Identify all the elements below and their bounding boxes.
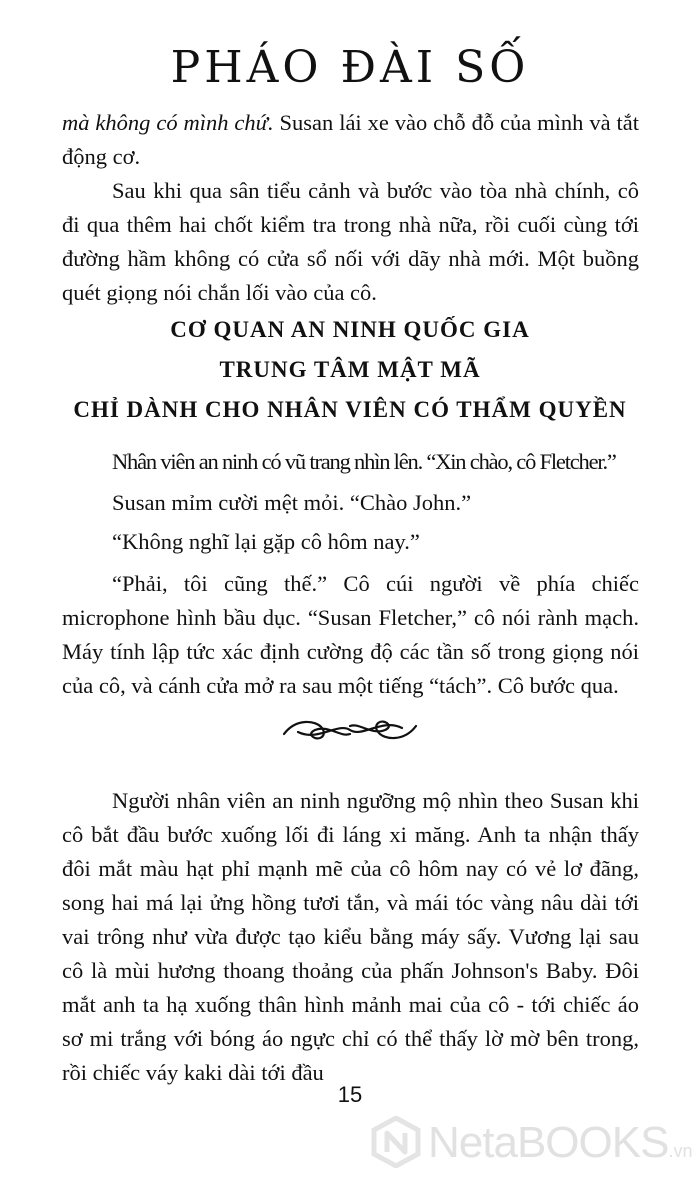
n-logo-icon	[370, 1116, 422, 1168]
page-title: PHÁO ĐÀI SỐ	[170, 42, 530, 93]
paragraph-opening	[62, 106, 639, 174]
dialog-line-2: Susan mỉm cười mệt mỏi. “Chào John.”	[112, 490, 472, 515]
paragraph-text: Sau khi qua sân tiểu cảnh và bước vào tòa nhà chính, cô đi qua thêm hai chốt kiểm tra trong nhà nữa, rồi cuối cùng tới đường hầm không có cửa sổ nối với dãy nhà mới. Một buồng quét giọng nói chắn lối vào của cô.	[62, 178, 639, 305]
sign-headings	[0, 310, 700, 430]
paragraph-lobby	[62, 174, 639, 310]
heading-line-2: TRUNG TÂM MẬT MÃ	[219, 357, 481, 382]
dialog-line-1: Nhân viên an ninh có vũ trang nhìn lên. “Xin chào, cô Fletcher.”	[112, 449, 616, 474]
dialog-line-3: “Không nghĩ lại gặp cô hôm nay.”	[112, 529, 420, 554]
heading-line-3: CHỈ DÀNH CHO NHÂN VIÊN CÓ THẨM QUYỀN	[73, 397, 627, 422]
italic-fragment: mà không có mình chứ.	[62, 110, 274, 135]
watermark	[370, 1112, 700, 1176]
watermark-suffix: .vn	[668, 1141, 693, 1161]
paragraph-guard-observes	[62, 784, 639, 1090]
page-number: 15	[337, 1082, 363, 1107]
watermark-text	[428, 1118, 692, 1168]
heading-line-1: CƠ QUAN AN NINH QUỐC GIA	[170, 317, 530, 342]
watermark-brand: NetaBOOKS	[428, 1118, 669, 1167]
flourish-divider-icon	[278, 712, 422, 748]
paragraph-text: “Phải, tôi cũng thế.” Cô cúi người về phía chiếc microphone hình bầu dục. “Susan Fletcher,” cô nói rành mạch. Máy tính lập tức xác định cường độ các tần số trong giọng nói của cô, và cánh cửa mở ra sau một tiếng “tách”. Cô bước qua.	[62, 571, 639, 698]
paragraph-text: Susan lái xe vào chỗ đỗ của mình và tắt động cơ.	[62, 110, 640, 169]
paragraph-voice-scan	[62, 567, 639, 703]
paragraph-text: Người nhân viên an ninh ngưỡng mộ nhìn theo Susan khi cô bắt đầu bước xuống lối đi láng xi măng. Anh ta nhận thấy đôi mắt màu hạt phỉ mạnh mẽ của cô hôm nay có vẻ lơ đãng, song hai má lại ửng hồng tươi tắn, và mái tóc vàng nâu dài tới vai trông như vừa được tạo kiểu bằng máy sấy. Vương lại sau cô là mùi hương thoang thoảng của phấn Johnson's Baby. Đôi mắt anh ta hạ xuống thân hình mảnh mai của cô - tới chiếc áo sơ mi trắng với bóng áo ngực chỉ có thể thấy lờ mờ bên trong, rồi chiếc váy kaki dài tới đầu	[62, 788, 639, 1085]
